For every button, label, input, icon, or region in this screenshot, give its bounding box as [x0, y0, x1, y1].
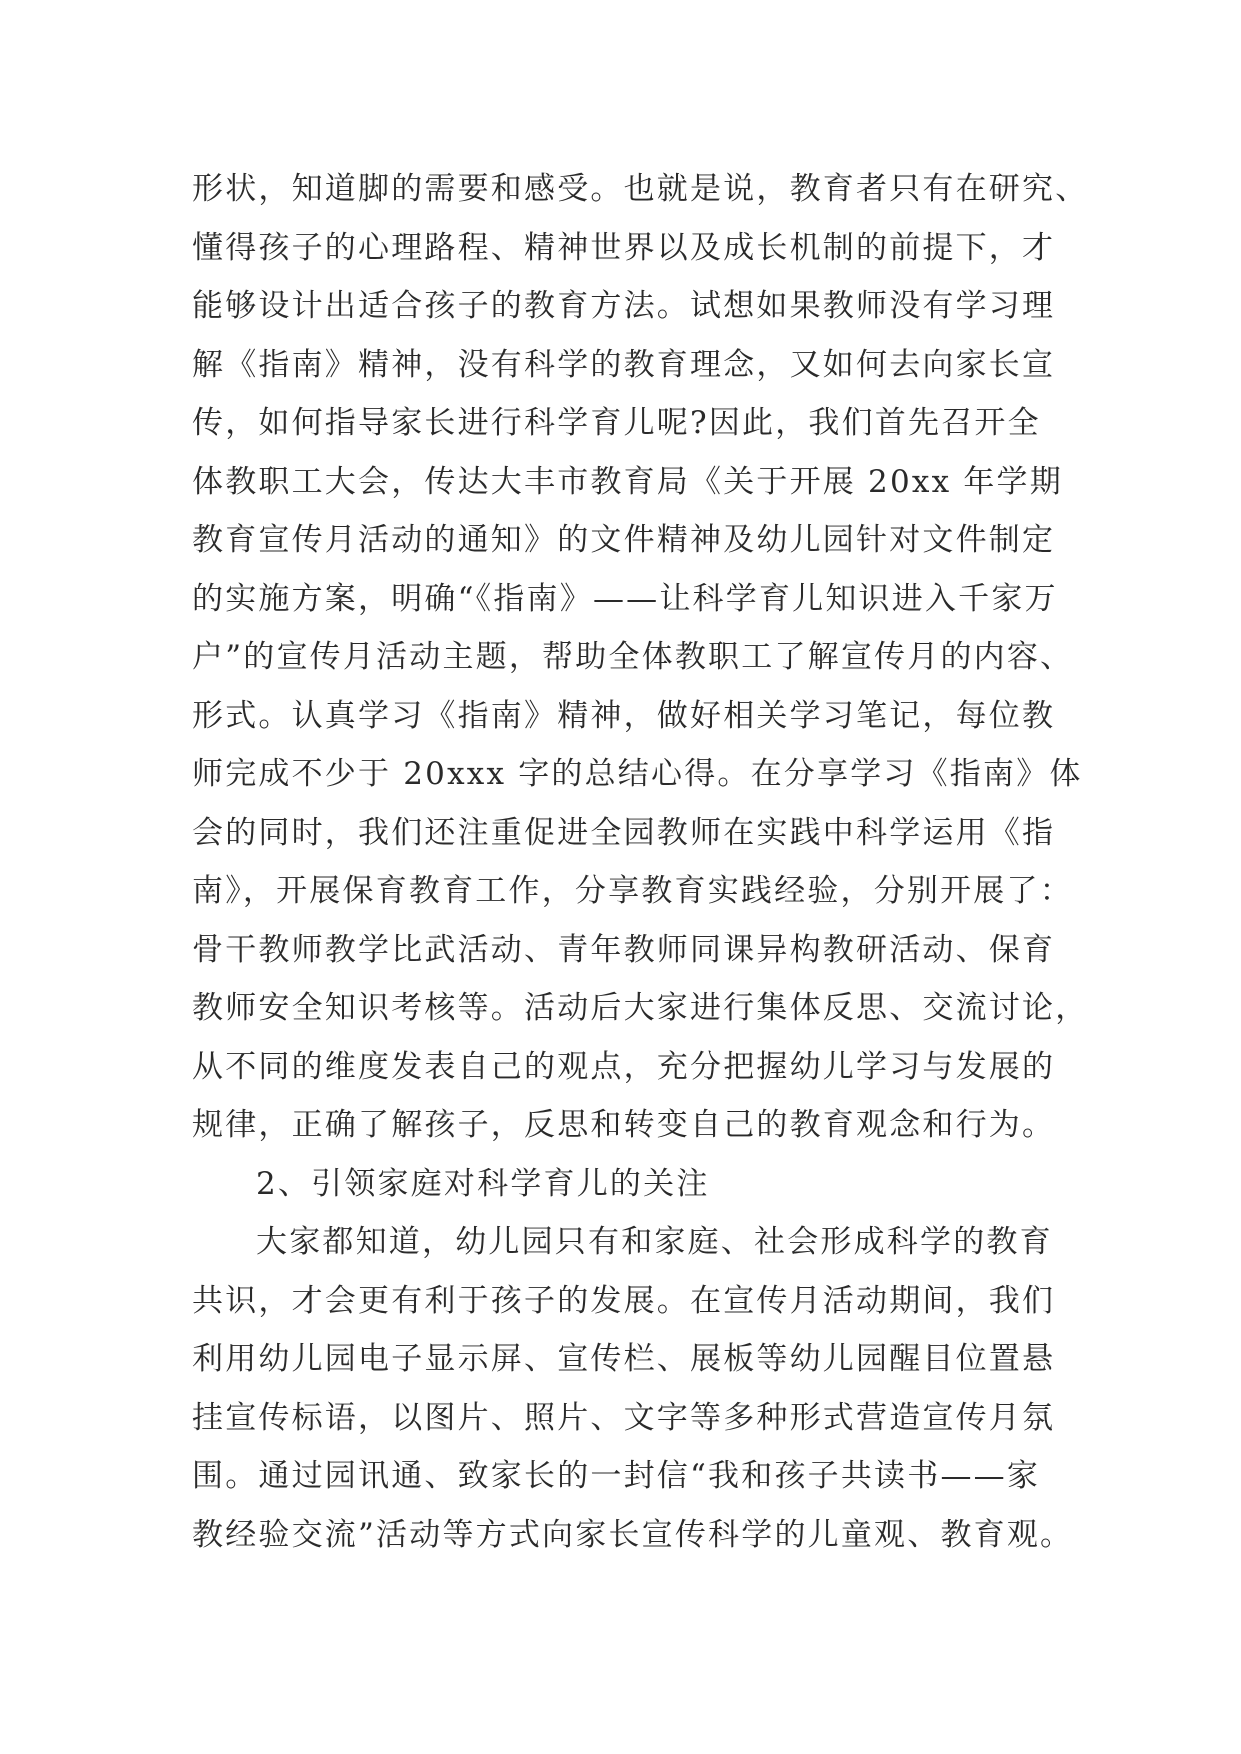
section-heading: 2、引领家庭对科学育儿的关注 — [256, 1165, 710, 1202]
text-line: 围。通过园讯通、致家长的一封信“我和孩子共读书——家 — [192, 1458, 1041, 1494]
text-line: 体教职工大会，传达大丰市教育局《关于开展 20xx 年学期 — [192, 463, 1063, 500]
text-line: 懂得孩子的心理路程、精神世界以及成长机制的前提下，才 — [192, 229, 1056, 266]
text-line: 师完成不少于 20xxx 字的总结心得。在分享学习《指南》体 — [192, 756, 1083, 792]
text-line: 骨干教师教学比武活动、青年教师同课异构教研活动、保育 — [192, 931, 1056, 968]
text-line: 解《指南》精神，没有科学的教育理念，又如何去向家长宣 — [192, 346, 1056, 383]
text-line: 能够设计出适合孩子的教育方法。试想如果教师没有学习理 — [192, 288, 1056, 324]
text-line: 大家都知道，幼儿园只有和家庭、社会形成科学的教育 — [256, 1224, 1053, 1260]
text-line: 户”的宣传月活动主题，帮助全体教职工了解宣传月的内容、 — [192, 639, 1074, 675]
text-line: 会的同时，我们还注重促进全园教师在实践中科学运用《指 — [192, 814, 1056, 851]
text-line: 教育宣传月活动的通知》的文件精神及幼儿园针对文件制定 — [192, 522, 1056, 558]
text-line: 形式。认真学习《指南》精神，做好相关学习笔记，每位教 — [192, 697, 1056, 734]
text-line: 教师安全知识考核等。活动后大家进行集体反思、交流讨论， — [192, 990, 1089, 1026]
text-line: 共识，才会更有利于孩子的发展。在宣传月活动期间，我们 — [192, 1282, 1056, 1319]
text-line: 形状，知道脚的需要和感受。也就是说，教育者只有在研究、 — [192, 171, 1089, 207]
text-line: 利用幼儿园电子显示屏、宣传栏、展板等幼儿园醒目位置悬 — [192, 1341, 1056, 1377]
text-line: 从不同的维度发表自己的观点，充分把握幼儿学习与发展的 — [192, 1048, 1056, 1085]
text-line: 传，如何指导家长进行科学育儿呢?因此，我们首先召开全 — [192, 405, 1041, 441]
text-line: 的实施方案，明确“《指南》——让科学育儿知识进入千家万 — [192, 580, 1058, 617]
text-line: 挂宣传标语，以图片、照片、文字等多种形式营造宣传月氛 — [192, 1399, 1056, 1436]
text-line: 教经验交流”活动等方式向家长宣传科学的儿童观、教育观。 — [192, 1516, 1074, 1553]
text-line: 南》，开展保育教育工作，分享教育实践经验，分别开展了： — [192, 873, 1073, 909]
body-text — [192, 160, 1089, 1564]
text-line: 规律，正确了解孩子，反思和转变自己的教育观念和行为。 — [192, 1107, 1056, 1143]
